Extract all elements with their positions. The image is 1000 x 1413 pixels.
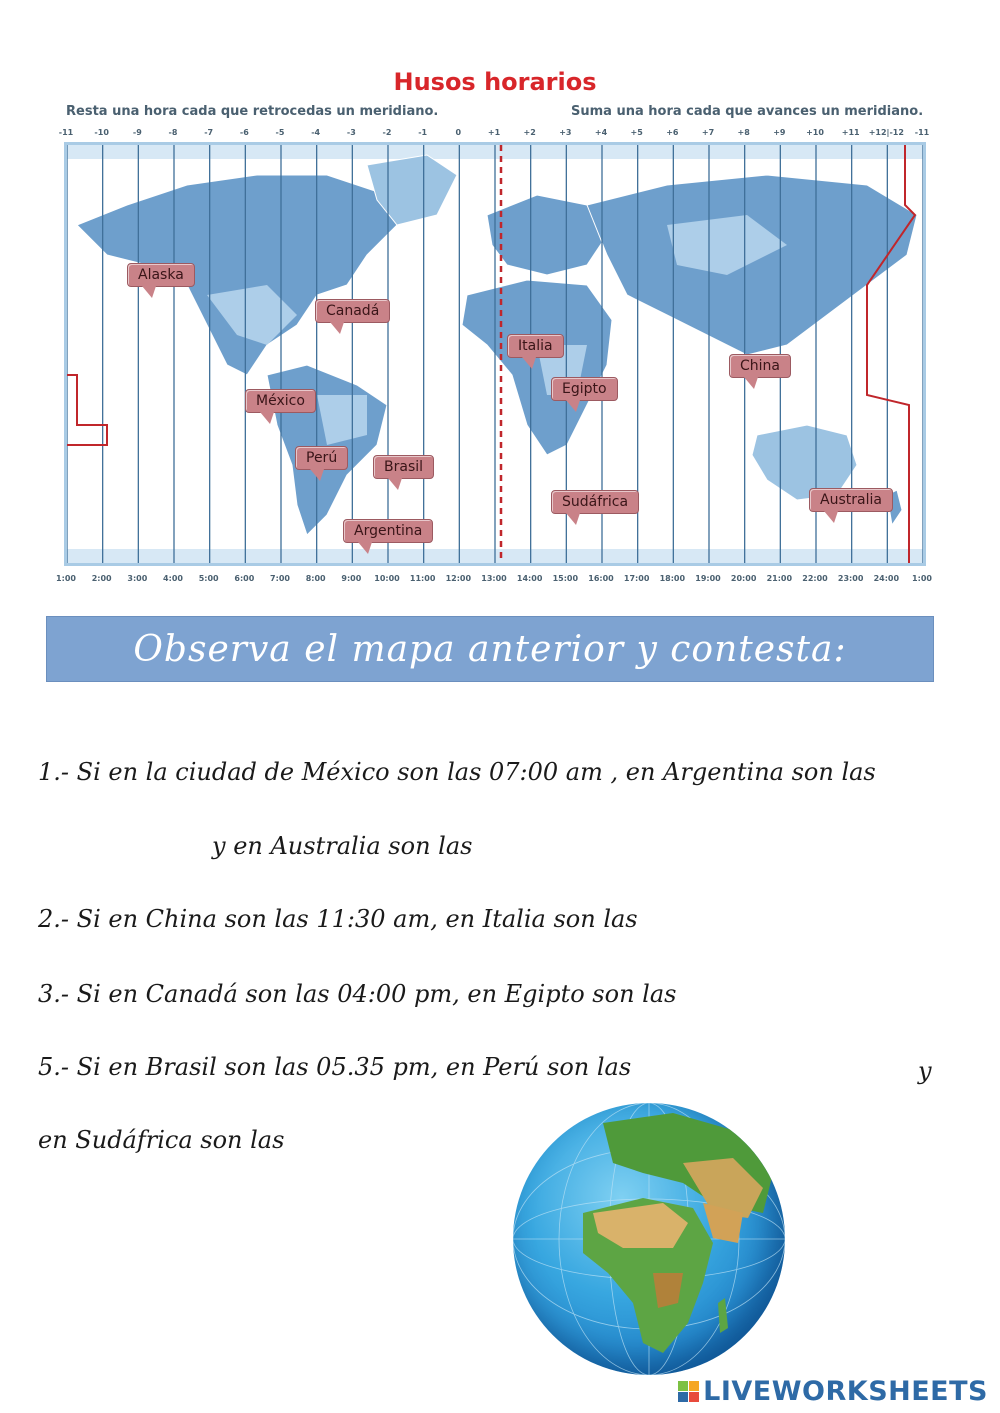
tz-offset-label: -4 — [311, 128, 321, 137]
liveworksheets-logo — [678, 1376, 988, 1407]
tz-offset-label: +3 — [559, 128, 572, 137]
question-1-text: 1.- Si en la ciudad de México son las 07:00 am , en Argentina son las — [38, 758, 876, 786]
tz-hour-label: 15:00 — [552, 574, 579, 583]
tz-hour-label: 4:00 — [163, 574, 183, 583]
globe-illustration — [513, 1103, 785, 1375]
tz-offset-label: -3 — [346, 128, 356, 137]
tz-hour-label: 8:00 — [305, 574, 326, 583]
answer-blank-australia[interactable] — [490, 826, 690, 856]
answer-blank-sudafrica[interactable] — [298, 1122, 498, 1152]
answer-blank-peru[interactable] — [655, 1048, 905, 1078]
callout-canada: Canadá — [315, 299, 390, 323]
tz-offset-label: -2 — [382, 128, 392, 137]
map-subtitle-right: Suma una hora cada que avances un meridiano. — [571, 104, 924, 119]
tz-offset-label: +1 — [487, 128, 501, 137]
tz-hour-label: 6:00 — [234, 574, 255, 583]
callout-argentina: Argentina — [343, 519, 433, 543]
tz-hour-label: 24:00 — [873, 574, 900, 583]
tz-offset-label: -8 — [168, 128, 178, 137]
tz-hour-label: 19:00 — [695, 574, 721, 583]
tz-hour-label: 10:00 — [374, 574, 400, 583]
tz-hour-label: 18:00 — [659, 574, 686, 583]
tz-hour-label: 16:00 — [588, 574, 614, 583]
tz-hour-label: 20:00 — [730, 574, 757, 583]
answer-blank-argentina[interactable] — [40, 826, 200, 856]
tz-hour-label: 1:00 — [56, 574, 76, 583]
tz-hour-label: 23:00 — [837, 574, 864, 583]
tz-hour-label: 22:00 — [802, 574, 828, 583]
tz-offset-label: -11 — [58, 128, 74, 137]
callout-australia: Australia — [809, 488, 893, 512]
callout-sudafrica: Sudáfrica — [551, 490, 639, 514]
question-1-continuation: y en Australia son las — [212, 832, 473, 860]
tz-offset-label: +7 — [701, 128, 715, 137]
tz-hour-label: 5:00 — [198, 574, 219, 583]
tz-offset-label: -10 — [94, 128, 109, 137]
tz-hour-label: 21:00 — [766, 574, 793, 583]
callout-alaska: Alaska — [127, 263, 195, 287]
tz-offset-label: +5 — [630, 128, 643, 137]
world-map-frame — [64, 142, 926, 566]
answer-blank-italia[interactable] — [655, 900, 875, 930]
tz-offset-label: -11 — [914, 128, 930, 137]
tz-hour-label: 11:00 — [409, 574, 436, 583]
world-map-graphic — [67, 145, 923, 563]
tz-offset-label: +2 — [523, 128, 536, 137]
time-zone-map — [56, 62, 932, 592]
tz-offset-label: 0 — [455, 128, 462, 137]
callout-mexico: México — [245, 389, 316, 413]
callout-peru: Perú — [295, 446, 348, 470]
callout-china: China — [729, 354, 791, 378]
question-3-text: 3.- Si en Canadá son las 04:00 pm, en Egipto son las — [38, 980, 677, 1008]
tz-offset-label: +11 — [841, 128, 860, 137]
instruction-banner: Observa el mapa anterior y contesta: — [46, 616, 934, 682]
tz-hour-label: 3:00 — [127, 574, 148, 583]
tz-offset-label: +4 — [594, 128, 608, 137]
tz-hour-label: 7:00 — [270, 574, 290, 583]
tz-hour-label: 13:00 — [481, 574, 507, 583]
tz-offset-label: -6 — [239, 128, 249, 137]
tz-hour-label: 12:00 — [445, 574, 472, 583]
callout-brasil: Brasil — [373, 455, 434, 479]
tz-hour-label: 17:00 — [623, 574, 650, 583]
question-5-continuation: en Sudáfrica son las — [38, 1126, 285, 1154]
tz-hour-label: 1:00 — [912, 574, 932, 583]
tz-offset-label: -9 — [132, 128, 142, 137]
callout-italia: Italia — [507, 334, 564, 358]
brand-name: LIVEWORKSHEETS — [703, 1376, 988, 1407]
map-title: Husos horarios — [393, 68, 597, 96]
tz-offset-label: +6 — [666, 128, 679, 137]
tz-hour-label: 9:00 — [341, 574, 362, 583]
question-5-conjunction: y — [918, 1057, 932, 1085]
brand-mark-icon — [678, 1381, 699, 1402]
tz-offset-label: +12|-12 — [868, 128, 904, 137]
answer-blank-egipto[interactable] — [688, 974, 908, 1004]
callout-egipto: Egipto — [551, 377, 618, 401]
tz-offset-label: +8 — [737, 128, 750, 137]
tz-offset-label: +10 — [806, 128, 824, 137]
question-2-text: 2.- Si en China son las 11:30 am, en Italia son las — [38, 905, 638, 933]
tz-hour-label: 2:00 — [91, 574, 112, 583]
tz-offset-label: -7 — [204, 128, 214, 137]
map-subtitle-left: Resta una hora cada que retrocedas un meridiano. — [66, 104, 439, 119]
question-5-text: 5.- Si en Brasil son las 05.35 pm, en Perú son las — [38, 1053, 632, 1081]
tz-offset-label: -1 — [418, 128, 428, 137]
tz-offset-label: +9 — [773, 128, 786, 137]
tz-hour-label: 14:00 — [516, 574, 543, 583]
tz-offset-label: -5 — [275, 128, 285, 137]
